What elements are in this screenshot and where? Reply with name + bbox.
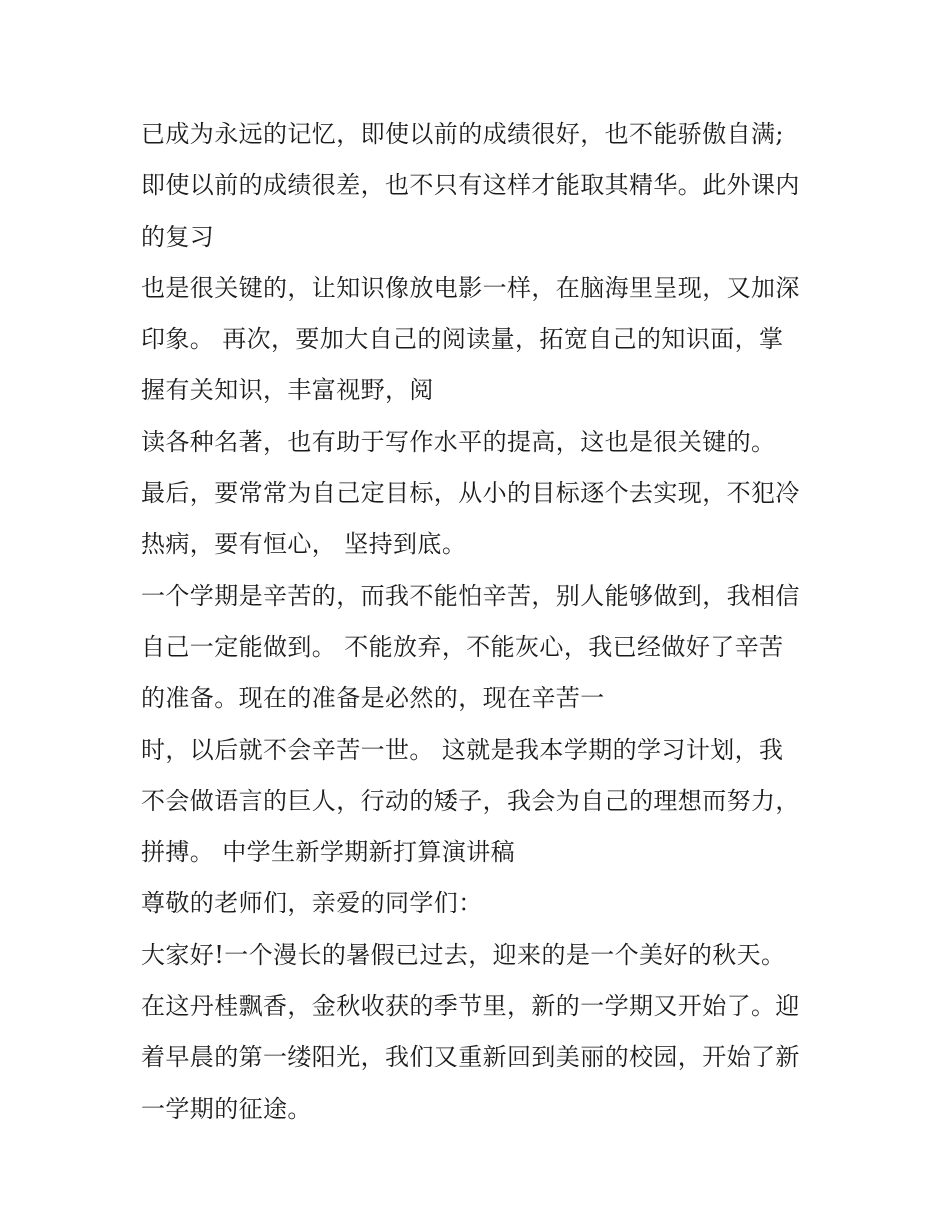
- body-text: [141, 109, 821, 1135]
- text-line: 在这丹桂飘香，金秋收获的季节里，新的一学期又开始了。迎: [141, 992, 800, 1021]
- text-line: 热病，要有恒心， 坚持到底。: [141, 530, 467, 559]
- text-line: 已成为永远的记忆，即使以前的成绩很好，也不能骄傲自满;: [141, 120, 784, 148]
- text-line: 即使以前的成绩很差，也不只有这样才能取其精华。此外课内: [141, 171, 800, 200]
- text-line: 最后，要常常为自己定目标，从小的目标逐个去实现，不犯冷: [141, 479, 800, 508]
- text-line: 尊敬的老师们，亲爱的同学们：: [141, 889, 483, 918]
- text-line: 时，以后就不会辛苦一世。 这就是我本学期的学习计划，我: [141, 735, 784, 764]
- text-line: 不会做语言的巨人，行动的矮子，我会为自己的理想而努力，: [141, 786, 800, 815]
- text-line: 一个学期是辛苦的，而我不能怕辛苦，别人能够做到，我相信: [141, 581, 800, 610]
- text-line: 的准备。现在的准备是必然的，现在辛苦一: [141, 684, 605, 713]
- text-line: 印象。 再次，要加大自己的阅读量，拓宽自己的知识面，掌: [141, 325, 784, 354]
- text-line: 读各种名著，也有助于写作水平的提高，这也是很关键的。: [141, 427, 776, 456]
- text-line: 大家好!一个漫长的暑假已过去，迎来的是一个美好的秋天。: [141, 940, 786, 969]
- text-line: 一学期的征途。: [141, 1094, 312, 1123]
- text-line: 也是很关键的，让知识像放电影一样，在脑海里呈现，又加深: [141, 273, 800, 302]
- text-line: 自己一定能做到。 不能放弃，不能灰心，我已经做好了辛苦: [141, 632, 784, 661]
- text-line: 握有关知识，丰富视野，阅: [141, 376, 434, 405]
- text-line: 的复习: [141, 222, 215, 251]
- text-line: 拼搏。 中学生新学期新打算演讲稿: [141, 838, 516, 867]
- text-line: 着早晨的第一缕阳光，我们又重新回到美丽的校园，开始了新: [141, 1043, 800, 1072]
